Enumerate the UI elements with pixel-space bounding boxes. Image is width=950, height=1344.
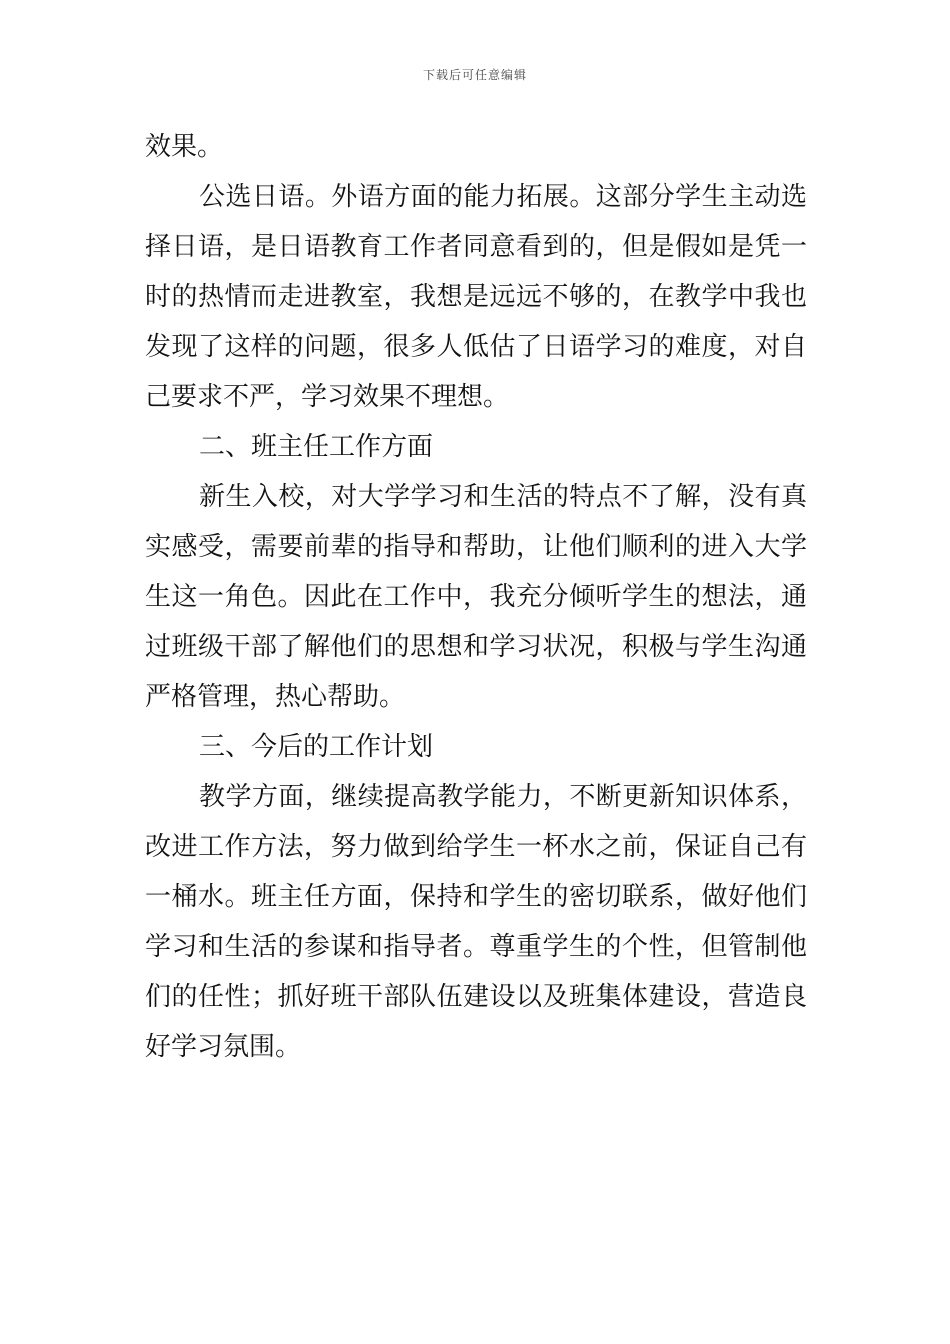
page-header-note: 下载后可任意编辑: [422, 68, 527, 82]
section-heading-future-plan: 三、今后的工作计划: [199, 732, 434, 762]
section-heading-class-teacher: 二、班主任工作方面: [199, 432, 434, 462]
paragraph-future-plan: 教学方面，继续提高教学能力，不断更新知识体系，改进工作方法，努力做到给学生一杯水之前，保证自己有一桶水。班主任方面，保持和学生的密切联系，做好他们学习和生活的参谋和指导者。尊重学生的个性，但管制他们的任性；抓好班干部队伍建设以及班集体建设，营造良好学习氛围。: [145, 782, 807, 1062]
document-body: [145, 122, 807, 1072]
paragraph-class-teacher-work: 新生入校，对大学学习和生活的特点不了解，没有真实感受，需要前辈的指导和帮助，让他们顺利的进入大学生这一角色。因此在工作中，我充分倾听学生的想法，通过班级干部了解他们的思想和学习状况，积极与学生沟通严格管理，热心帮助。: [145, 482, 807, 712]
paragraph-japanese-elective: 公选日语。外语方面的能力拓展。这部分学生主动选择日语，是日语教育工作者同意看到的，但是假如是凭一时的热情而走进教室，我想是远远不够的，在教学中我也发现了这样的问题，很多人低估了日语学习的难度，对自己要求不严，学习效果不理想。: [145, 182, 807, 412]
paragraph-continuation: 效果。: [145, 132, 224, 162]
